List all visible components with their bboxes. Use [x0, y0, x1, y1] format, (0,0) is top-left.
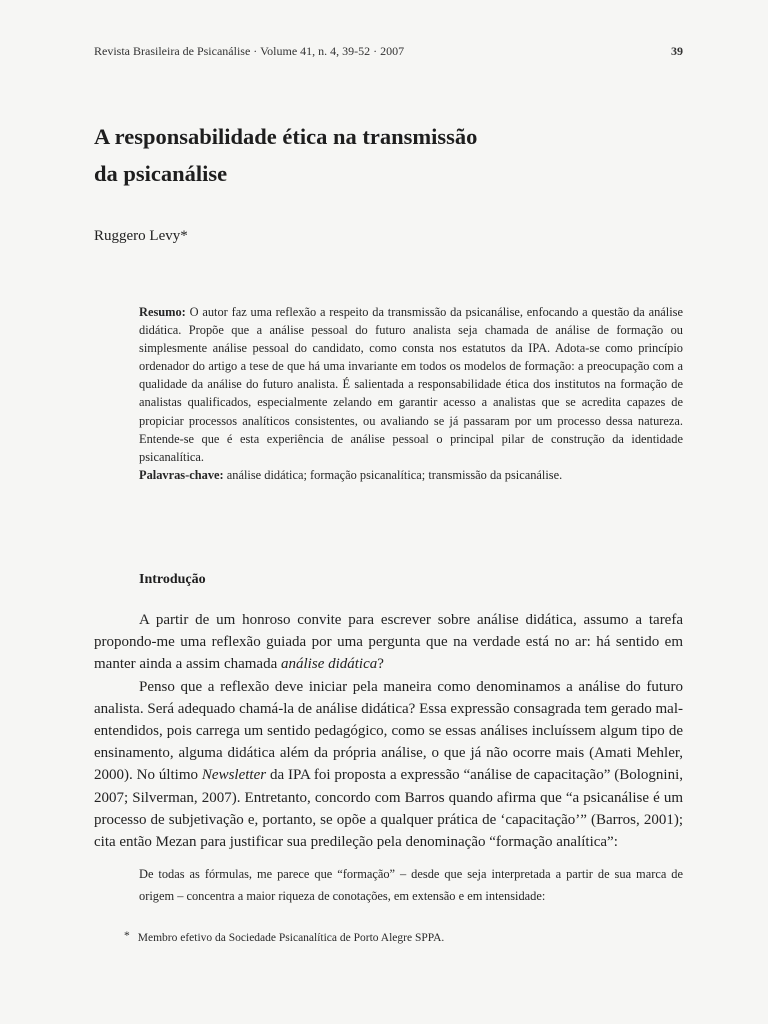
keywords-paragraph: [139, 466, 683, 484]
block-quote-text: De todas as fórmulas, me parece que “formação” – desde que seja interpretada a partir de sua marca de origem – concentra a maior riqueza de conotações, em extensão e em intensidade:: [139, 867, 683, 903]
article-title-line-2: da psicanálise: [94, 161, 228, 186]
block-quote: [139, 863, 683, 907]
abstract-text: O autor faz uma reflexão a respeito da transmissão da psicanálise, enfocando a questão da análise didática. Propõe que a análise pessoal do futuro analista seja chamada de análise de formação ou simplesmente análise pessoal do candidato, como consta nos estatutos da IPA. Adota-se como princípio ordenador do artigo a tese de que há uma invariante em todos os modelos de formação: a preocupação com a qualidade da análise do futuro analista. É salientada a responsabilidade ética dos institutos na formação de analistas qualificados, especialmente zelando em garantir acesso a analistas que se acredita capazes de propiciar processos analíticos consistentes, ou avaliando se já passaram por um processo dessa natureza. Entende-se que é esta experiência de análise pessoal o principal pilar de construção da identidade psicanalítica.: [139, 305, 683, 464]
body-paragraph-1-text: A partir de um honroso convite para escrever sobre análise didática, assumo a tarefa propondo-me uma reflexão guiada por uma pergunta que na verdade está no ar: há sentido em manter ainda a assim chamada: [94, 612, 683, 673]
body-paragraph-1-end: ?: [377, 656, 384, 673]
body-paragraph-2: [94, 676, 683, 854]
body-paragraph-2-italic: Newsletter: [201, 767, 267, 784]
abstract-block: [139, 303, 683, 484]
article-author: Ruggero Levy*: [94, 228, 188, 244]
journal-citation: Revista Brasileira de Psicanálise · Volume 41, n. 4, 39-52 · 2007: [94, 44, 405, 58]
footnote: [124, 932, 444, 944]
body-paragraph-1: [94, 609, 683, 676]
running-head: [94, 44, 683, 60]
footnote-marker: *: [124, 930, 130, 942]
article-title-line-1: A responsabilidade ética na transmissão: [94, 124, 478, 149]
footnote-text: Membro efetivo da Sociedade Psicanalítica de Porto Alegre SPPA.: [137, 932, 445, 944]
abstract-paragraph: [139, 303, 683, 466]
body-paragraph-2-end: da IPA foi proposta a expressão “análise de capacitação” (Bolognini, 2007; Silverman, 2007). Entretanto, concordo com Barros quando afirma que “a psicanálise é um processo de subjetivação e, portanto, se opõe a qualquer prática de ‘capacitação’” (Barros, 2001); cita então Mezan para justificar sua predileção pela denominação “formação analítica”:: [94, 767, 683, 851]
page-number: 39: [671, 44, 683, 58]
article-title: [94, 118, 694, 192]
section-heading-introduction: Introdução: [139, 572, 206, 587]
keywords-text: análise didática; formação psicanalítica; transmissão da psicanálise.: [223, 467, 563, 482]
abstract-label: Resumo:: [139, 305, 186, 319]
body-text: [94, 609, 683, 853]
keywords-label: Palavras-chave:: [139, 467, 224, 482]
body-paragraph-1-italic: análise didática: [281, 656, 378, 673]
body-paragraph-2-text: Penso que a reflexão deve iniciar pela maneira como denominamos a análise do futuro analista. Será adequado chamá-la de análise didática? Essa expressão consagrada tem gerado mal-entendidos, pois carrega um sentido pedagógico, como se essas análises incluíssem algum tipo de ensinamento, alguma didática além da própria análise, o que já não ocorre mais (Amati Mehler, 2000). No último: [94, 678, 683, 784]
